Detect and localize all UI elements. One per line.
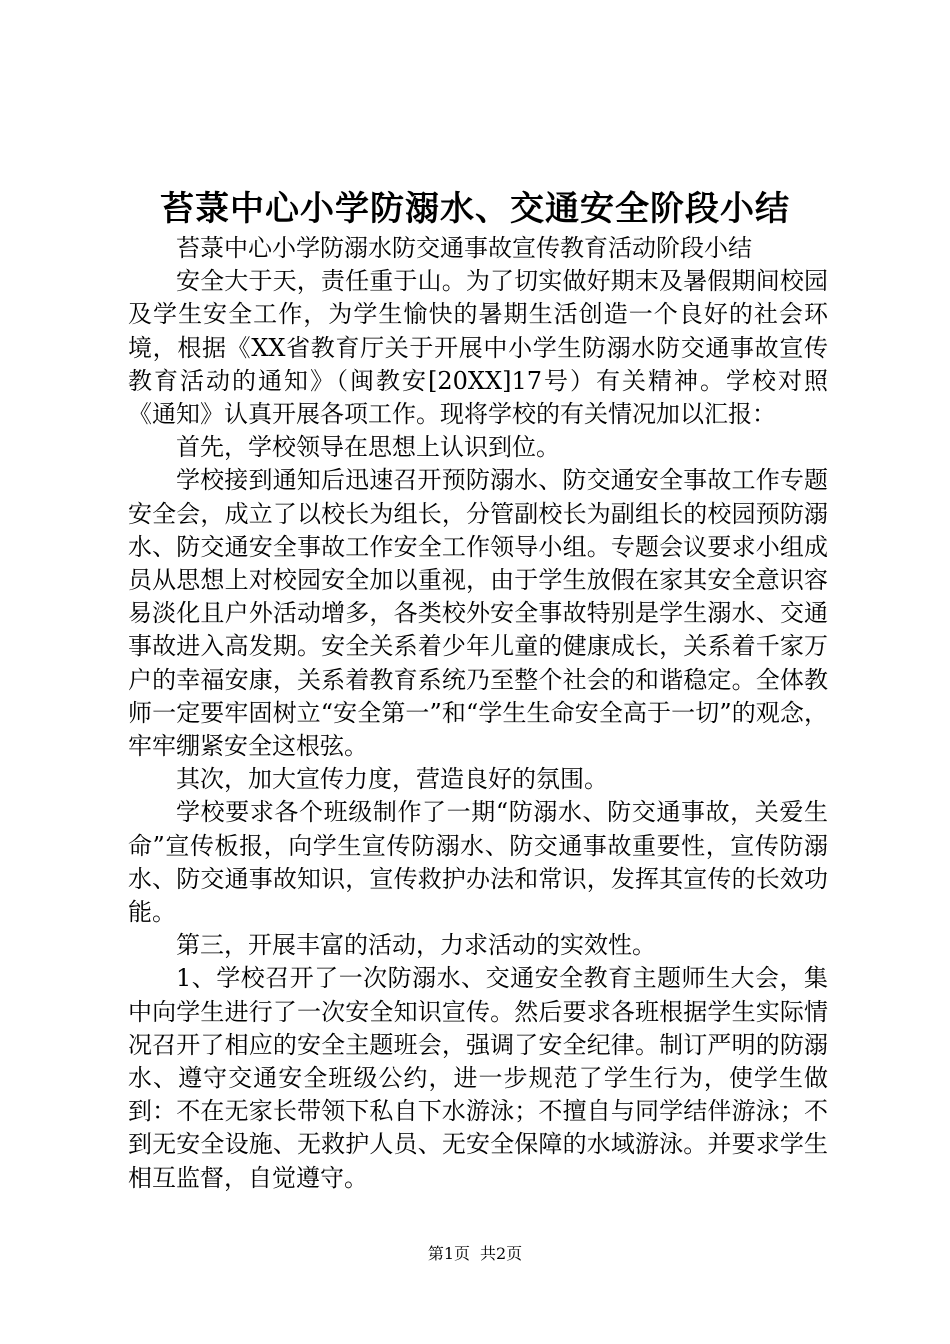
body-paragraph: 学校接到通知后迅速召开预防溺水、防交通安全事故工作专题安全会，成立了以校长为组长，分管副校长为副组长的校园预防溺水、防交通安全事故工作安全工作领导小组。专题会议要求小组成员从思想上对校园安全加以重视，由于学生放假在家其安全意识容易淡化且户外活动增多，各类校外安全事故特别是学生溺水、交通事故进入高发期。安全关系着少年儿童的健康成长，关系着千家万户的幸福安康，关系着教育系统乃至整个社会的和谐稳定。全体教师一定要牢固树立“安全第一”和“学生生命安全高于一切”的观念，牢牢绷紧安全这根弦。 bbox=[128, 466, 828, 761]
section-heading-paragraph: 第三，开展丰富的活动，力求活动的实效性。 bbox=[176, 931, 656, 960]
page-total: 共2页 bbox=[480, 1244, 523, 1263]
section-heading-paragraph: 其次，加大宣传力度，营造良好的氛围。 bbox=[176, 765, 608, 794]
document-body bbox=[128, 232, 828, 1195]
page-number: 第1页 bbox=[427, 1244, 470, 1263]
page-footer bbox=[0, 1243, 950, 1265]
body-paragraph: 安全大于天，责任重于山。为了切实做好期末及暑假期间校园及学生安全工作，为学生愉快的暑期生活创造一个良好的社会环境，根据《XX省教育厅关于开展中小学生防溺水防交通事故宣传教育活动的通知》（闽教安[20XX]17号）有关精神。学校对照《通知》认真开展各项工作。现将学校的有关情况加以汇报： bbox=[128, 267, 828, 429]
body-paragraph: 学校要求各个班级制作了一期“防溺水、防交通事故，关爱生命”宣传板报，向学生宣传防溺水、防交通事故重要性，宣传防溺水、防交通事故知识，宣传救护办法和常识，发挥其宣传的长效功能。 bbox=[128, 798, 828, 927]
document-title: 苔菉中心小学防溺水、交通安全阶段小结 bbox=[160, 189, 790, 229]
body-paragraph: 1、学校召开了一次防溺水、交通安全教育主题师生大会，集中向学生进行了一次安全知识宣传。然后要求各班根据学生实际情况召开了相应的安全主题班会，强调了安全纪律。制订严明的防溺水、遵守交通安全班级公约，进一步规范了学生行为，使学生做到：不在无家长带领下私自下水游泳；不擅自与同学结伴游泳；不到无安全设施、无救护人员、无安全保障的水域游泳。并要求学生相互监督，自觉遵守。 bbox=[128, 964, 828, 1192]
section-heading-paragraph: 首先，学校领导在思想上认识到位。 bbox=[176, 433, 560, 462]
subtitle-paragraph: 苔菉中心小学防溺水防交通事故宣传教育活动阶段小结 bbox=[176, 234, 752, 262]
